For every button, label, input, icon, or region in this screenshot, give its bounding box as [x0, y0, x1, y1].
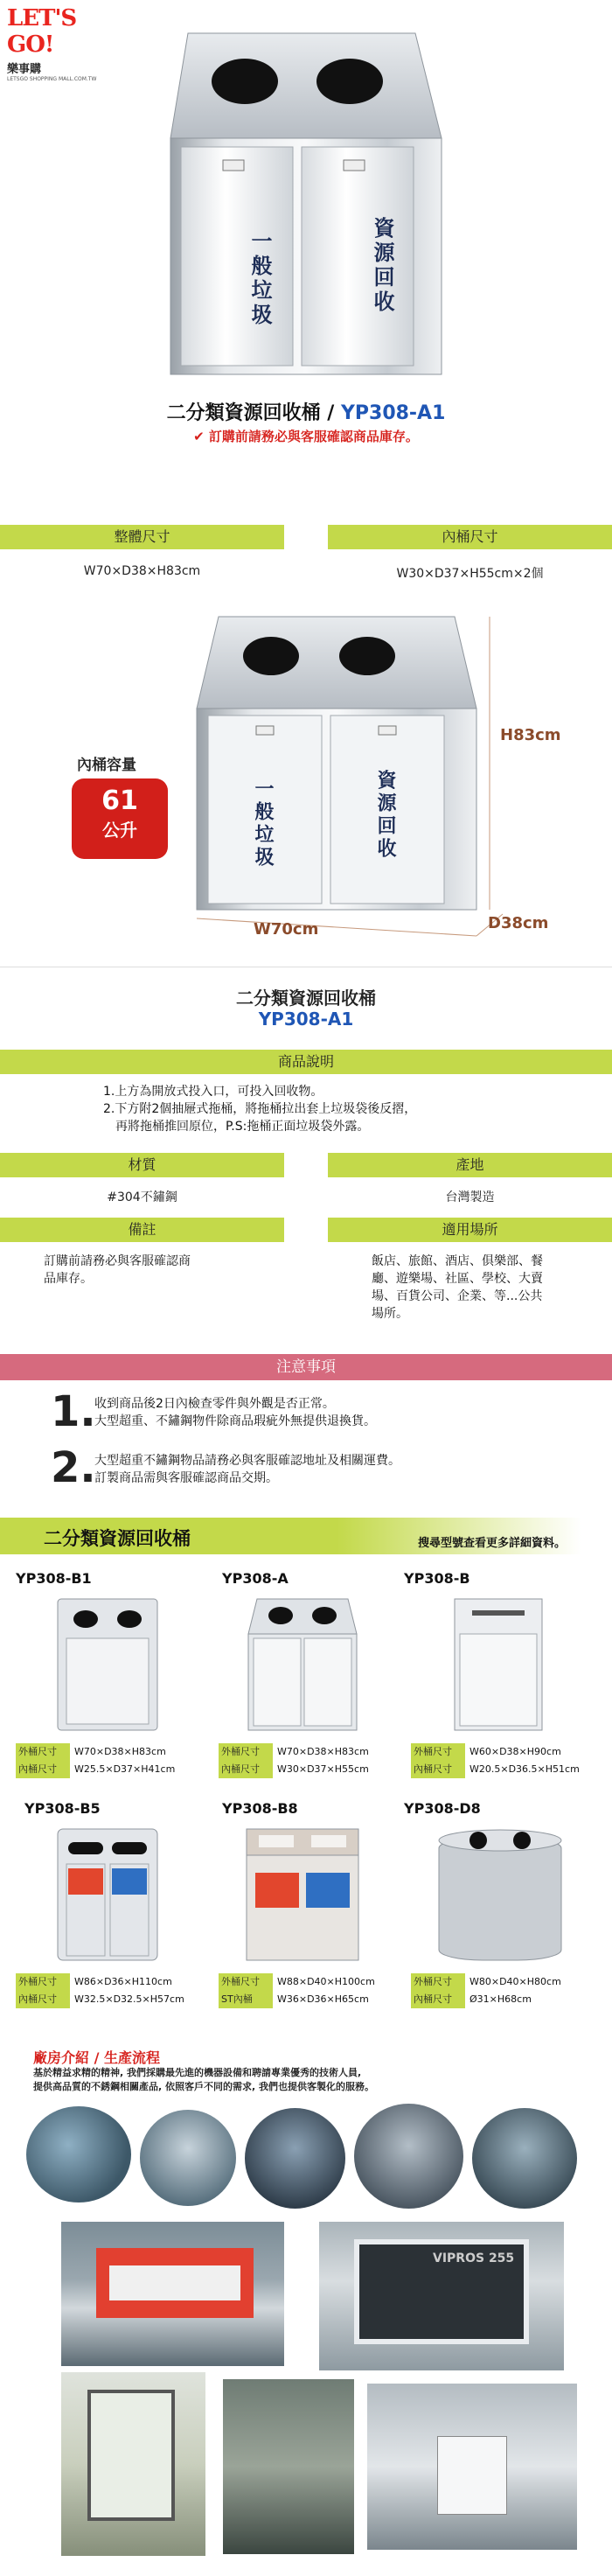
series-product-code: YP308-B5	[24, 1800, 101, 1817]
notice-item-1	[94, 1395, 602, 1430]
places-header: 適用場所	[328, 1218, 612, 1242]
series-product-image	[241, 1595, 364, 1735]
product-title-text: 二分類資源回收桶 /	[166, 402, 341, 424]
notice-num-2: 2.	[51, 1443, 96, 1492]
notice-line: 訂製商品需與客服確認商品交期。	[94, 1471, 278, 1485]
spec-value: W80×D40×H80cm	[469, 1976, 561, 1987]
spec-value: W32.5×D32.5×H57cm	[74, 1993, 184, 2005]
brand-name-cn: 樂事購	[7, 63, 42, 76]
brand-name-en: LET'S GO!	[7, 5, 77, 58]
brand-tagline: LETSGO SHOPPING MALL.COM.TW	[7, 76, 97, 82]
spec-key: ST內桶	[219, 1991, 273, 2008]
series-product-card[interactable]	[16, 1570, 210, 1780]
spec-key: 內桶尺寸	[219, 1761, 273, 1778]
diagram-right-label: 資源回收	[374, 770, 396, 861]
factory-title: 廠房介紹 / 生產流程	[33, 2049, 160, 2066]
factory-photo	[367, 2384, 577, 2550]
description-header: 商品說明	[0, 1050, 612, 1074]
order-note: ✔ 訂購前請務必與客服確認商品庫存。	[193, 429, 419, 444]
series-product-card[interactable]	[210, 1570, 404, 1780]
series-product-image	[51, 1595, 164, 1735]
capacity-value: 61	[101, 785, 138, 816]
spec-key: 外桶尺寸	[219, 1743, 273, 1761]
remark-line: 品庫存。	[44, 1272, 93, 1286]
spec-key: 外桶尺寸	[16, 1973, 70, 1991]
overall-size-value: W70×D38×H83cm	[83, 564, 201, 578]
notice-line: 收到商品後2日內檢查零件與外觀是否正常。	[94, 1397, 335, 1411]
hero-left-label: 一般垃圾	[247, 230, 272, 328]
width-label: W70cm	[254, 920, 319, 939]
series-product-code: YP308-D8	[404, 1800, 481, 1817]
remark-line: 訂購前請務必與客服確認商	[44, 1254, 191, 1268]
spec-value: W25.5×D37×H41cm	[74, 1763, 176, 1775]
places-line: 場所。	[372, 1307, 408, 1321]
spec-value: W70×D38×H83cm	[277, 1746, 369, 1757]
series-product-code: YP308-B8	[222, 1800, 298, 1817]
factory-photo	[245, 2108, 345, 2209]
spec-key: 外桶尺寸	[411, 1743, 465, 1761]
series-banner	[0, 1518, 612, 1554]
spec-value: W60×D38×H90cm	[469, 1746, 561, 1757]
spec-key: 內桶尺寸	[411, 1761, 465, 1778]
factory-desc	[33, 2066, 593, 2094]
factory-photo	[26, 2106, 131, 2203]
series-product-code: YP308-A	[222, 1570, 289, 1587]
inner-size-header: 內桶尺寸	[328, 525, 612, 549]
spec-value: W30×D37×H55cm	[277, 1763, 369, 1775]
description-line: 2.下方附2個抽屜式拖桶，將拖桶拉出套上垃圾袋後反摺，	[103, 1102, 417, 1116]
series-product-code: YP308-B1	[16, 1570, 92, 1587]
overall-size-header: 整體尺寸	[0, 525, 284, 549]
notice-header: 注意事項	[0, 1354, 612, 1380]
capacity-unit: 公升	[102, 820, 137, 841]
series-product-card[interactable]	[404, 1800, 605, 2010]
description-line: 1.上方為開放式投入口，可投入回收物。	[103, 1085, 323, 1099]
remark-header: 備註	[0, 1218, 284, 1242]
spec-value: W70×D38×H83cm	[74, 1746, 166, 1757]
factory-desc-line: 基於精益求精的精神, 我們採購最先進的機器設備和聘請專業優秀的技術人員,	[33, 2067, 362, 2078]
factory-photo-machine	[319, 2222, 564, 2370]
section2-code: YP308-A1	[258, 1009, 354, 1030]
factory-photo	[354, 2104, 463, 2209]
remark-value	[44, 1253, 271, 1288]
places-line: 場、百貨公司、企業、等...公共	[372, 1289, 543, 1303]
series-product-card[interactable]	[404, 1570, 605, 1780]
series-product-image	[446, 1595, 551, 1735]
capacity-label: 內桶容量	[77, 757, 136, 774]
material-header: 材質	[0, 1153, 284, 1177]
product-code: YP308-A1	[340, 402, 446, 424]
inner-size-value: W30×D37×H55cm×2個	[396, 567, 544, 581]
factory-desc-line: 提供高品質的不銹鋼相關產品, 依照客戶不同的需求, 我們也提供客製化的服務。	[33, 2081, 375, 2092]
factory-photo	[61, 2372, 205, 2556]
description-text	[103, 1083, 593, 1135]
spec-key: 內桶尺寸	[411, 1991, 465, 2008]
spec-value: W88×D40×H100cm	[277, 1976, 375, 1987]
spec-value: Ø31×H68cm	[469, 1993, 532, 2005]
section2-title: 二分類資源回收桶	[236, 988, 376, 1009]
notice-item-2	[94, 1452, 602, 1487]
hero-right-label: 資源回收	[370, 217, 394, 315]
spec-value: W36×D36×H65cm	[277, 1993, 369, 2005]
series-product-image	[51, 1825, 164, 1965]
spec-value: W86×D36×H110cm	[74, 1976, 172, 1987]
spec-key: 內桶尺寸	[16, 1991, 70, 2008]
dimension-diagram	[0, 604, 612, 953]
spec-value: W20.5×D36.5×H51cm	[469, 1763, 580, 1775]
notice-num-1: 1.	[51, 1387, 96, 1436]
origin-value: 台灣製造	[445, 1190, 495, 1204]
series-product-image	[241, 1825, 364, 1965]
notice-line: 大型超重不鏽鋼物品請務必與客服確認地址及相關運費。	[94, 1454, 400, 1468]
factory-photo	[140, 2110, 236, 2206]
series-search-hint: 搜尋型號查看更多詳細資料。	[418, 1537, 567, 1550]
description-line: 再將拖桶推回原位，P.S:拖桶正面垃圾袋外露。	[115, 1120, 370, 1134]
height-label: H83cm	[500, 726, 561, 744]
depth-label: D38cm	[488, 914, 549, 932]
hero-bin-drawing	[153, 16, 459, 392]
material-value: #304不鏽鋼	[107, 1190, 177, 1204]
series-product-image	[430, 1825, 570, 1965]
places-line: 廳、遊樂場、社區、學校、大賣	[372, 1272, 543, 1286]
machine-label: VIPROS 255	[433, 2251, 515, 2265]
origin-header: 產地	[328, 1153, 612, 1177]
series-product-card[interactable]	[16, 1800, 210, 2010]
factory-photo	[472, 2108, 577, 2209]
spec-key: 外桶尺寸	[219, 1973, 273, 1991]
series-product-card[interactable]	[210, 1800, 404, 2010]
brand-logo[interactable]	[7, 5, 129, 82]
spec-key: 內桶尺寸	[16, 1761, 70, 1778]
diagram-left-label: 一般垃圾	[252, 778, 274, 869]
series-title: 二分類資源回收桶	[44, 1528, 191, 1549]
product-title	[0, 398, 612, 425]
factory-photo-machine	[61, 2222, 284, 2366]
factory-photo	[223, 2379, 354, 2554]
spec-key: 外桶尺寸	[16, 1743, 70, 1761]
places-value	[372, 1253, 599, 1323]
notice-line: 大型超重、不鏽鋼物件除商品瑕疵外無提供退換貨。	[94, 1414, 376, 1428]
series-product-code: YP308-B	[404, 1570, 470, 1587]
hero-product-image	[153, 16, 459, 392]
places-line: 飯店、旅館、酒店、俱樂部、餐	[372, 1254, 543, 1268]
capacity-badge	[72, 778, 168, 859]
spec-key: 外桶尺寸	[411, 1973, 465, 1991]
